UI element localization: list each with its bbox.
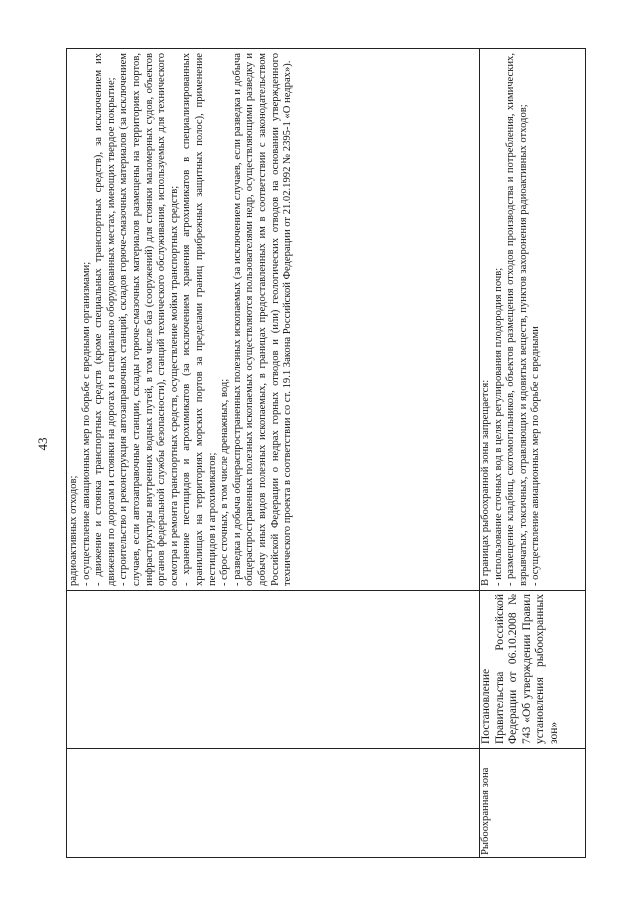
prohibition-item: - использование сточных вод в целях регулирования плодородия почв; [492,267,504,586]
prohibition-item: - хранение пестицидов и агрохимикатов (за исключением хранения агрохимикатов в специализированных хранилищах на территориях морских портов за пределами границ прибрежных защитных полос), применение пестицидов и агрохимикатов; [181,53,218,586]
prohibition-item: - сброс сточных, в том числе дренажных, вод; [219,378,231,586]
row2-prohibitions-text [479,49,587,590]
prohibition-item: - строительство и реконструкция автозаправочных станций, складов горюче-смазочных материалов (за исключением случаев, если автозаправочные станции, склады горюче-смазочных материалов размещены на территориях портов, инфраструктуры внутренних водных путей, в том числе баз (сооружений) для стоянки маломерных судов, объектов органов федеральной службы безопасности), станций технического обслуживания, используемых для технического осмотра и ремонта транспортных средств, осуществление мойки транспортных средств; [118,53,180,586]
prohibition-item: - разведка и добыча общераспространенных полезных ископаемых (за исключением случаев, если разведка и добыча общераспространенных полезных ископаемых осуществляются пользователями недр, осуществляющими разведку и добычу иных видов полезных ископаемых, в границах предоставленных им в соответствии с законодательством Российской Федерации о недрах горных отводов и (или) геологических отводов на основании утвержденного технического проекта в соответствии со ст. 19.1 Закона Российской Федерации от 21.02.1992 № 2395-1 «О недрах»). [231,53,294,586]
row2-prohibitions-cell [479,49,587,590]
row1-prohibitions-text [67,49,479,590]
row2-zone-cell [479,748,587,859]
prohibition-item: - размещение кладбищ, скотомогильников, объектов размещения отходов производства и потребления, химических, взрывчатых, токсичных, отравляющих и ядовитых веществ, пунктов захоронения радиоактивных отходов; [505,53,529,586]
prohibition-item: - осуществление авиационных мер по борьбе с вредными [530,326,542,586]
row2-legal-basis: Постановление Правительства Российской Федерации от 06.10.2008 № 743 «Об утверждении Правил установления рыбоохранных зон» [480,594,560,744]
prohibition-item: - движение и стоянка транспортных средств (кроме специальных транспортных средств), за исключением их движения по дорогам и стоянки на дорогах и в специально оборудованных местах, имеющих твердое покрытие; [93,53,117,586]
row1-zone-cell [67,748,479,859]
row1-zone-name [67,748,479,859]
row2-legal-cell [479,590,587,748]
prohibition-item: радиоактивных отходов; [68,475,79,586]
page-number: 43 [35,437,50,451]
row2-zone-name: Рыбоохранная зона [480,767,491,855]
row1-prohibitions-cell [67,49,479,590]
prohibition-item: В границах рыбоохранной зоны запрещается: [480,379,491,586]
restrictions-table [66,48,586,858]
prohibition-item: - осуществление авиационных мер по борьбе с вредными организмами; [80,261,92,586]
